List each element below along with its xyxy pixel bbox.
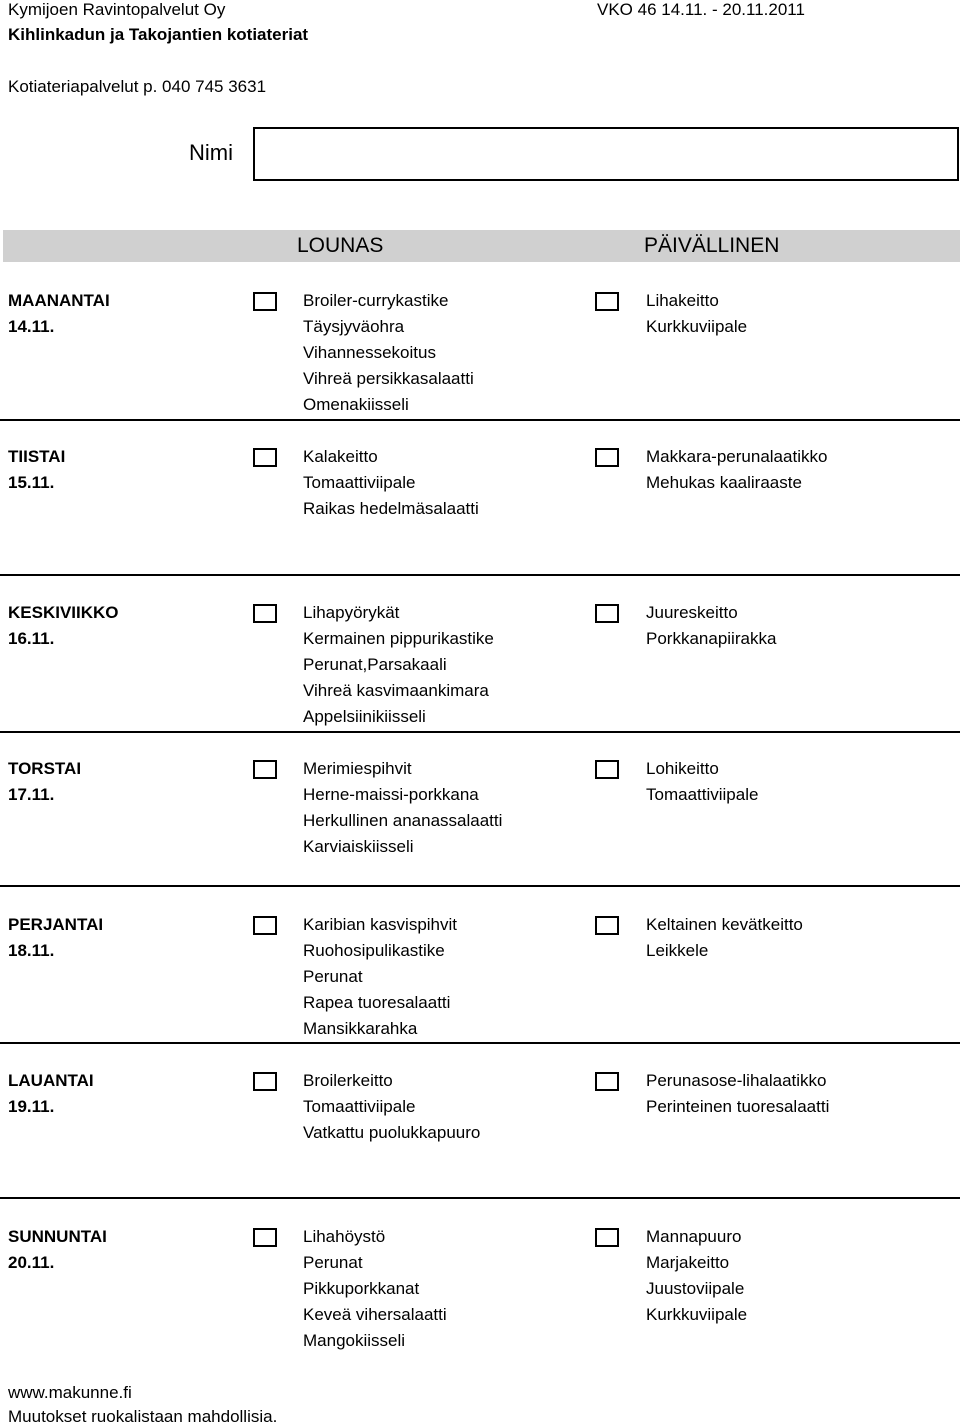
company-name: Kymijoen Ravintopalvelut Oy (8, 0, 226, 19)
week-range: VKO 46 14.11. - 20.11.2011 (597, 0, 805, 19)
dinner-item: Mehukas kaaliraaste (646, 473, 802, 492)
lunch-item: Mangokiisseli (303, 1331, 406, 1350)
dinner-item: Leikkele (646, 941, 709, 960)
day-name: MAANANTAI (8, 291, 110, 310)
lunch-item: Tomaattiviipale (303, 1097, 416, 1116)
day-date: 16.11. (8, 629, 55, 648)
day-date: 14.11. (8, 317, 55, 336)
dinner-item: Kurkkuviipale (646, 317, 748, 336)
dinner-item: Perunasose-lihalaatikko (646, 1071, 827, 1090)
lunch-checkbox[interactable] (253, 292, 277, 311)
dinner-item: Perinteinen tuoresalaatti (646, 1097, 830, 1116)
lunch-item: Vatkattu puolukkapuuro (303, 1123, 481, 1142)
dinner-item: Lihakeitto (646, 291, 719, 310)
divider (0, 885, 960, 887)
lunch-item: Rapea tuoresalaatti (303, 993, 451, 1012)
lunch-item: Appelsiinikiisseli (303, 707, 426, 726)
dinner-checkbox[interactable] (595, 916, 619, 935)
day-date: 17.11. (8, 785, 55, 804)
divider (0, 1197, 960, 1199)
lunch-item: Merimiespihvit (303, 759, 412, 778)
day-name: SUNNUNTAI (8, 1227, 107, 1246)
lunch-item: Vihreä persikkasalaatti (303, 369, 474, 388)
dinner-item: Tomaattiviipale (646, 785, 759, 804)
lunch-item: Karibian kasvispihvit (303, 915, 458, 934)
lunch-item: Herne-maissi-porkkana (303, 785, 479, 804)
lunch-item: Ruohosipulikastike (303, 941, 445, 960)
lunch-checkbox[interactable] (253, 1228, 277, 1247)
dinner-item: Makkara-perunalaatikko (646, 447, 828, 466)
day-date: 19.11. (8, 1097, 55, 1116)
dinner-checkbox[interactable] (595, 292, 619, 311)
dinner-item: Keltainen kevätkeitto (646, 915, 803, 934)
column-header-band (3, 230, 960, 262)
lunch-checkbox[interactable] (253, 916, 277, 935)
lunch-item: Mansikkarahka (303, 1019, 418, 1038)
day-name: PERJANTAI (8, 915, 104, 934)
day-name: LAUANTAI (8, 1071, 94, 1090)
dinner-checkbox[interactable] (595, 1072, 619, 1091)
divider (0, 1042, 960, 1044)
page-subtitle: Kihlinkadun ja Takojantien kotiateriat (8, 25, 309, 44)
day-date: 15.11. (8, 473, 55, 492)
lunch-column-heading: LOUNAS (297, 234, 384, 257)
lunch-item: Pikkuporkkanat (303, 1279, 420, 1298)
footer-note: Muutokset ruokalistaan mahdollisia. (8, 1407, 278, 1426)
lunch-item: Tomaattiviipale (303, 473, 416, 492)
lunch-checkbox[interactable] (253, 448, 277, 467)
lunch-item: Kalakeitto (303, 447, 378, 466)
lunch-item: Raikas hedelmäsalaatti (303, 499, 479, 518)
lunch-item: Keveä vihersalaatti (303, 1305, 447, 1324)
website-link[interactable]: www.makunne.fi (8, 1383, 132, 1402)
divider (0, 731, 960, 733)
day-date: 18.11. (8, 941, 55, 960)
divider (0, 419, 960, 421)
lunch-item: Kermainen pippurikastike (303, 629, 494, 648)
dinner-item: Lohikeitto (646, 759, 719, 778)
dinner-item: Kurkkuviipale (646, 1305, 748, 1324)
lunch-item: Broilerkeitto (303, 1071, 393, 1090)
dinner-checkbox[interactable] (595, 604, 619, 623)
dinner-item: Juureskeitto (646, 603, 738, 622)
day-date: 20.11. (8, 1253, 55, 1272)
lunch-item: Broiler-currykastike (303, 291, 449, 310)
lunch-item: Lihahöystö (303, 1227, 386, 1246)
day-name: TORSTAI (8, 759, 82, 778)
lunch-item: Karviaiskiisseli (303, 837, 414, 856)
name-field[interactable] (253, 127, 959, 181)
lunch-item: Perunat,Parsakaali (303, 655, 447, 674)
lunch-item: Herkullinen ananassalaatti (303, 811, 503, 830)
lunch-checkbox[interactable] (253, 604, 277, 623)
lunch-item: Lihapyörykät (303, 603, 400, 622)
lunch-item: Perunat (303, 1253, 363, 1272)
dinner-checkbox[interactable] (595, 1228, 619, 1247)
divider (0, 574, 960, 576)
dinner-checkbox[interactable] (595, 448, 619, 467)
name-label: Nimi (189, 140, 233, 165)
lunch-item: Vihannessekoitus (303, 343, 436, 362)
lunch-checkbox[interactable] (253, 1072, 277, 1091)
lunch-item: Perunat (303, 967, 363, 986)
dinner-item: Marjakeitto (646, 1253, 730, 1272)
dinner-item: Porkkanapiirakka (646, 629, 777, 648)
dinner-checkbox[interactable] (595, 760, 619, 779)
dinner-item: Juustoviipale (646, 1279, 745, 1298)
lunch-item: Täysjyväohra (303, 317, 405, 336)
lunch-checkbox[interactable] (253, 760, 277, 779)
dinner-column-heading: PÄIVÄLLINEN (644, 234, 780, 257)
lunch-item: Omenakiisseli (303, 395, 409, 414)
day-name: KESKIVIIKKO (8, 603, 119, 622)
lunch-item: Vihreä kasvimaankimara (303, 681, 489, 700)
dinner-item: Mannapuuro (646, 1227, 742, 1246)
day-name: TIISTAI (8, 447, 66, 466)
service-phone: Kotiateriapalvelut p. 040 745 3631 (8, 77, 267, 96)
